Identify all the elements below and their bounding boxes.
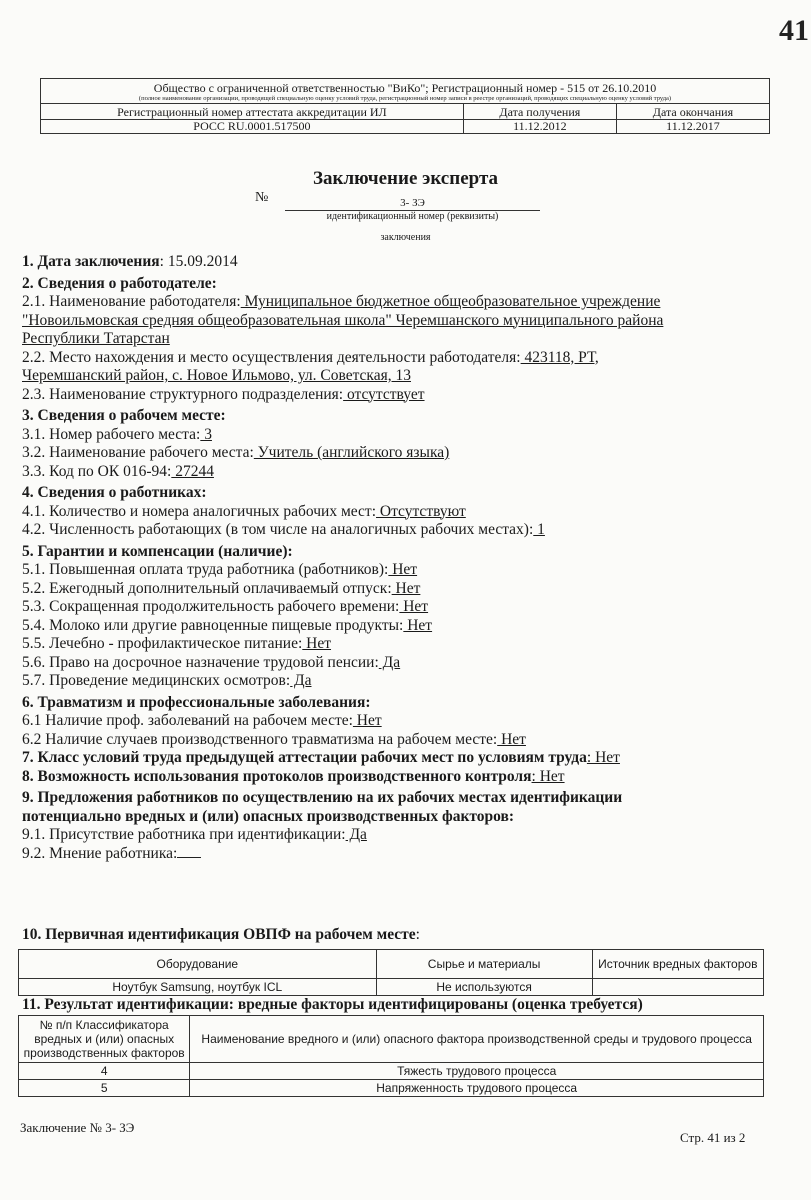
section-10-heading: 10. Первичная идентификация ОВПФ на рабочем месте: — [22, 926, 420, 943]
equipment-table — [18, 949, 764, 996]
section-5-title: 5. Гарантии и компенсации (наличие): — [22, 542, 293, 560]
guarantee-value: Нет — [388, 561, 418, 578]
section-8-value: : Нет — [531, 767, 565, 785]
subdivision-value: отсутствует — [343, 385, 425, 403]
employee-count-value: 1 — [533, 521, 545, 538]
equipment-cell: Ноутбук Samsung, ноутбук ICL — [19, 979, 377, 996]
worker-opinion-label: 9.2. Мнение работника: — [22, 844, 178, 862]
injury-cases-label: 6.2 Наличие случаев производственного травматизма на рабочем месте: — [22, 730, 498, 748]
section-8 — [22, 768, 797, 787]
employer-name-value-1: Муниципальное бюджетное общеобразовательное учреждение — [240, 293, 661, 310]
date-end-value: 11.12.2017 — [616, 120, 769, 134]
conclusion-number: 3- ЗЭ — [285, 196, 540, 211]
footer-page: Стр. 41 из 2 — [680, 1130, 746, 1145]
subdivision-line — [22, 386, 797, 405]
org-line: Общество с ограниченной ответственностью "ВиКо"; Регистрационный номер - 515 от 26.10.2010 — [153, 81, 657, 95]
factor-number-header: № п/п Классификатора вредных и (или) опасных производственных факторов — [19, 1016, 190, 1063]
conclusion-date-value: : 15.09.2014 — [159, 253, 238, 270]
workplace-name-value: Учитель (английского языка) — [253, 444, 450, 461]
conclusion-body — [22, 253, 797, 863]
factor-name: Тяжесть трудового процесса — [190, 1063, 764, 1080]
factors-table — [18, 1015, 764, 1097]
ok-code-line — [22, 463, 797, 482]
date-received-value: 11.12.2012 — [463, 120, 616, 134]
factor-number: 5 — [19, 1080, 190, 1097]
factor-name: Напряженность трудового процесса — [190, 1080, 764, 1097]
section-8-label: 8. Возможность использования протоколов производственного контроля — [22, 767, 532, 785]
section-7-label: 7. Класс условий труда предыдущей аттестации рабочих мест по условиям труда — [22, 749, 587, 766]
employee-count-line — [22, 521, 797, 540]
employer-address-value-2: Черемшанский район, с. Новое Ильмово, ул. Советская, 13 — [22, 367, 411, 384]
employer-name-value-2: "Новоильмовская средняя общеобразовательная школа" Черемшанского муниципального района — [22, 311, 664, 329]
employer-name-label: 2.1. Наименование работодателя: — [22, 293, 241, 310]
employer-address-line — [22, 349, 797, 368]
section-9-title-2: потенциально вредных и (или) опасных производственных факторов: — [22, 807, 515, 825]
worker-presence-label: 9.1. Присутствие работника при идентификации: — [22, 826, 346, 843]
materials-cell: Не используются — [376, 979, 592, 996]
injury-cases-line — [22, 731, 797, 750]
page-number: 41 — [779, 14, 809, 47]
workplace-number-line — [22, 426, 797, 445]
workplace-number-label: 3.1. Номер рабочего места: — [22, 425, 201, 443]
document-title: Заключение эксперта — [312, 168, 499, 189]
guarantee-label: 5.5. Лечебно - профилактическое питание: — [22, 635, 303, 652]
guarantee-value: Нет — [403, 616, 433, 634]
guarantee-value: Нет — [399, 598, 429, 615]
guarantee-item — [22, 617, 797, 636]
guarantee-label: 5.6. Право на досрочное назначение трудовой пенсии: — [22, 653, 379, 671]
employer-name-value-3: Республики Татарстан — [22, 330, 170, 347]
worker-presence-line — [22, 826, 797, 845]
guarantee-value: Нет — [391, 579, 421, 597]
table-row — [19, 1080, 764, 1097]
similar-workplaces-label: 4.1. Количество и номера аналогичных рабочих мест: — [22, 502, 377, 520]
guarantee-label: 5.7. Проведение медицинских осмотров: — [22, 672, 291, 689]
section-1 — [22, 253, 797, 272]
guarantee-value: Да — [290, 672, 312, 689]
section-11-title: 11. Результат идентификации — [22, 996, 229, 1013]
workplace-number-value: 3 — [200, 425, 212, 443]
guarantee-label: 5.1. Повышенная оплата труда работника (работников): — [22, 561, 389, 578]
section-2-heading — [22, 275, 797, 294]
worker-opinion-line — [22, 845, 797, 864]
section-3-heading — [22, 407, 797, 426]
similar-workplaces-line — [22, 503, 797, 522]
ok-code-value: 27244 — [171, 462, 214, 480]
section-4-title: 4. Сведения о работниках: — [22, 484, 207, 501]
section-4-heading — [22, 484, 797, 503]
section-10-title: 10. Первичная идентификация ОВПФ на рабочем месте — [22, 926, 416, 943]
number-caption: идентификационный номер (реквизиты) — [326, 211, 499, 222]
factor-name-header: Наименование вредного и (или) опасного фактора производственной среды и трудового процесса — [190, 1016, 764, 1063]
guarantee-label: 5.4. Молоко или другие равноценные пищевые продукты: — [22, 616, 404, 634]
guarantee-label: 5.3. Сокращенная продолжительность рабочего времени: — [22, 598, 400, 615]
guarantee-item — [22, 598, 797, 617]
equipment-header: Оборудование — [19, 950, 377, 979]
occupational-disease-value: Нет — [352, 712, 382, 729]
similar-workplaces-value: Отсутствуют — [376, 502, 466, 520]
org-header-table — [40, 78, 770, 134]
guarantee-item — [22, 561, 797, 580]
section-5-heading — [22, 543, 797, 562]
accred-label: Регистрационный номер аттестата аккредитации ИЛ — [41, 104, 464, 120]
footer-conclusion: Заключение № 3- ЗЭ — [20, 1120, 135, 1135]
section-2-title: 2. Сведения о работодателе: — [22, 274, 217, 292]
section-6-title: 6. Травматизм и профессиональные заболевания: — [22, 693, 371, 711]
section-9-heading-2 — [22, 808, 797, 827]
section-6-heading — [22, 694, 797, 713]
ok-code-label: 3.3. Код по ОК 016-94: — [22, 462, 172, 480]
worker-presence-value: Да — [345, 826, 367, 843]
section-11-heading — [22, 996, 643, 1014]
employer-address-label: 2.2. Место нахождения и место осуществления деятельности работодателя: — [22, 348, 521, 366]
conclusion-date-label: 1. Дата заключения — [22, 253, 160, 270]
number-sign: № — [255, 190, 269, 205]
subdivision-label: 2.3. Наименование структурного подразделения: — [22, 385, 344, 403]
occupational-disease-line — [22, 712, 797, 731]
guarantee-label: 5.2. Ежегодный дополнительный оплачиваемый отпуск: — [22, 579, 392, 597]
guarantee-item — [22, 635, 797, 654]
factor-number: 4 — [19, 1063, 190, 1080]
workplace-name-line — [22, 444, 797, 463]
guarantee-item — [22, 654, 797, 673]
guarantee-item — [22, 580, 797, 599]
identification-result: : вредные факторы идентифицированы (оценка требуется) — [228, 996, 643, 1013]
guarantee-value: Да — [378, 653, 401, 671]
workplace-name-label: 3.2. Наименование рабочего места: — [22, 444, 254, 461]
section-7 — [22, 749, 797, 768]
guarantee-value: Нет — [302, 635, 332, 652]
employer-name-line — [22, 293, 797, 312]
accred-value: РОСС RU.0001.517500 — [41, 120, 464, 134]
section-3-title: 3. Сведения о рабочем месте: — [22, 407, 226, 424]
number-caption-2: заключения — [380, 232, 431, 243]
injury-cases-value: Нет — [497, 730, 526, 748]
employee-count-label: 4.2. Численность работающих (в том числе на аналогичных рабочих местах): — [22, 521, 534, 538]
employer-address-value-1: 423118, РТ, — [520, 348, 599, 366]
section-9-heading-1 — [22, 789, 797, 808]
guarantee-item — [22, 672, 797, 691]
materials-header: Сырье и материалы — [376, 950, 592, 979]
table-row — [19, 1063, 764, 1080]
section-9-title-1: 9. Предложения работников по осуществлению на их рабочих местах идентификации — [22, 789, 623, 806]
org-header-cell — [41, 79, 770, 104]
section-7-value: : Нет — [586, 749, 620, 766]
date-received-label: Дата получения — [463, 104, 616, 120]
org-caption: (полное наименование организации, проводящей специальную оценку условий труда, регистрационный номер записи в реестре организаций, проводящих специальную оценку условий труда) — [138, 95, 672, 102]
sources-cell — [592, 979, 763, 996]
date-end-label: Дата окончания — [616, 104, 769, 120]
sources-header: Источник вредных факторов — [592, 950, 763, 979]
occupational-disease-label: 6.1 Наличие проф. заболеваний на рабочем месте: — [22, 712, 353, 729]
